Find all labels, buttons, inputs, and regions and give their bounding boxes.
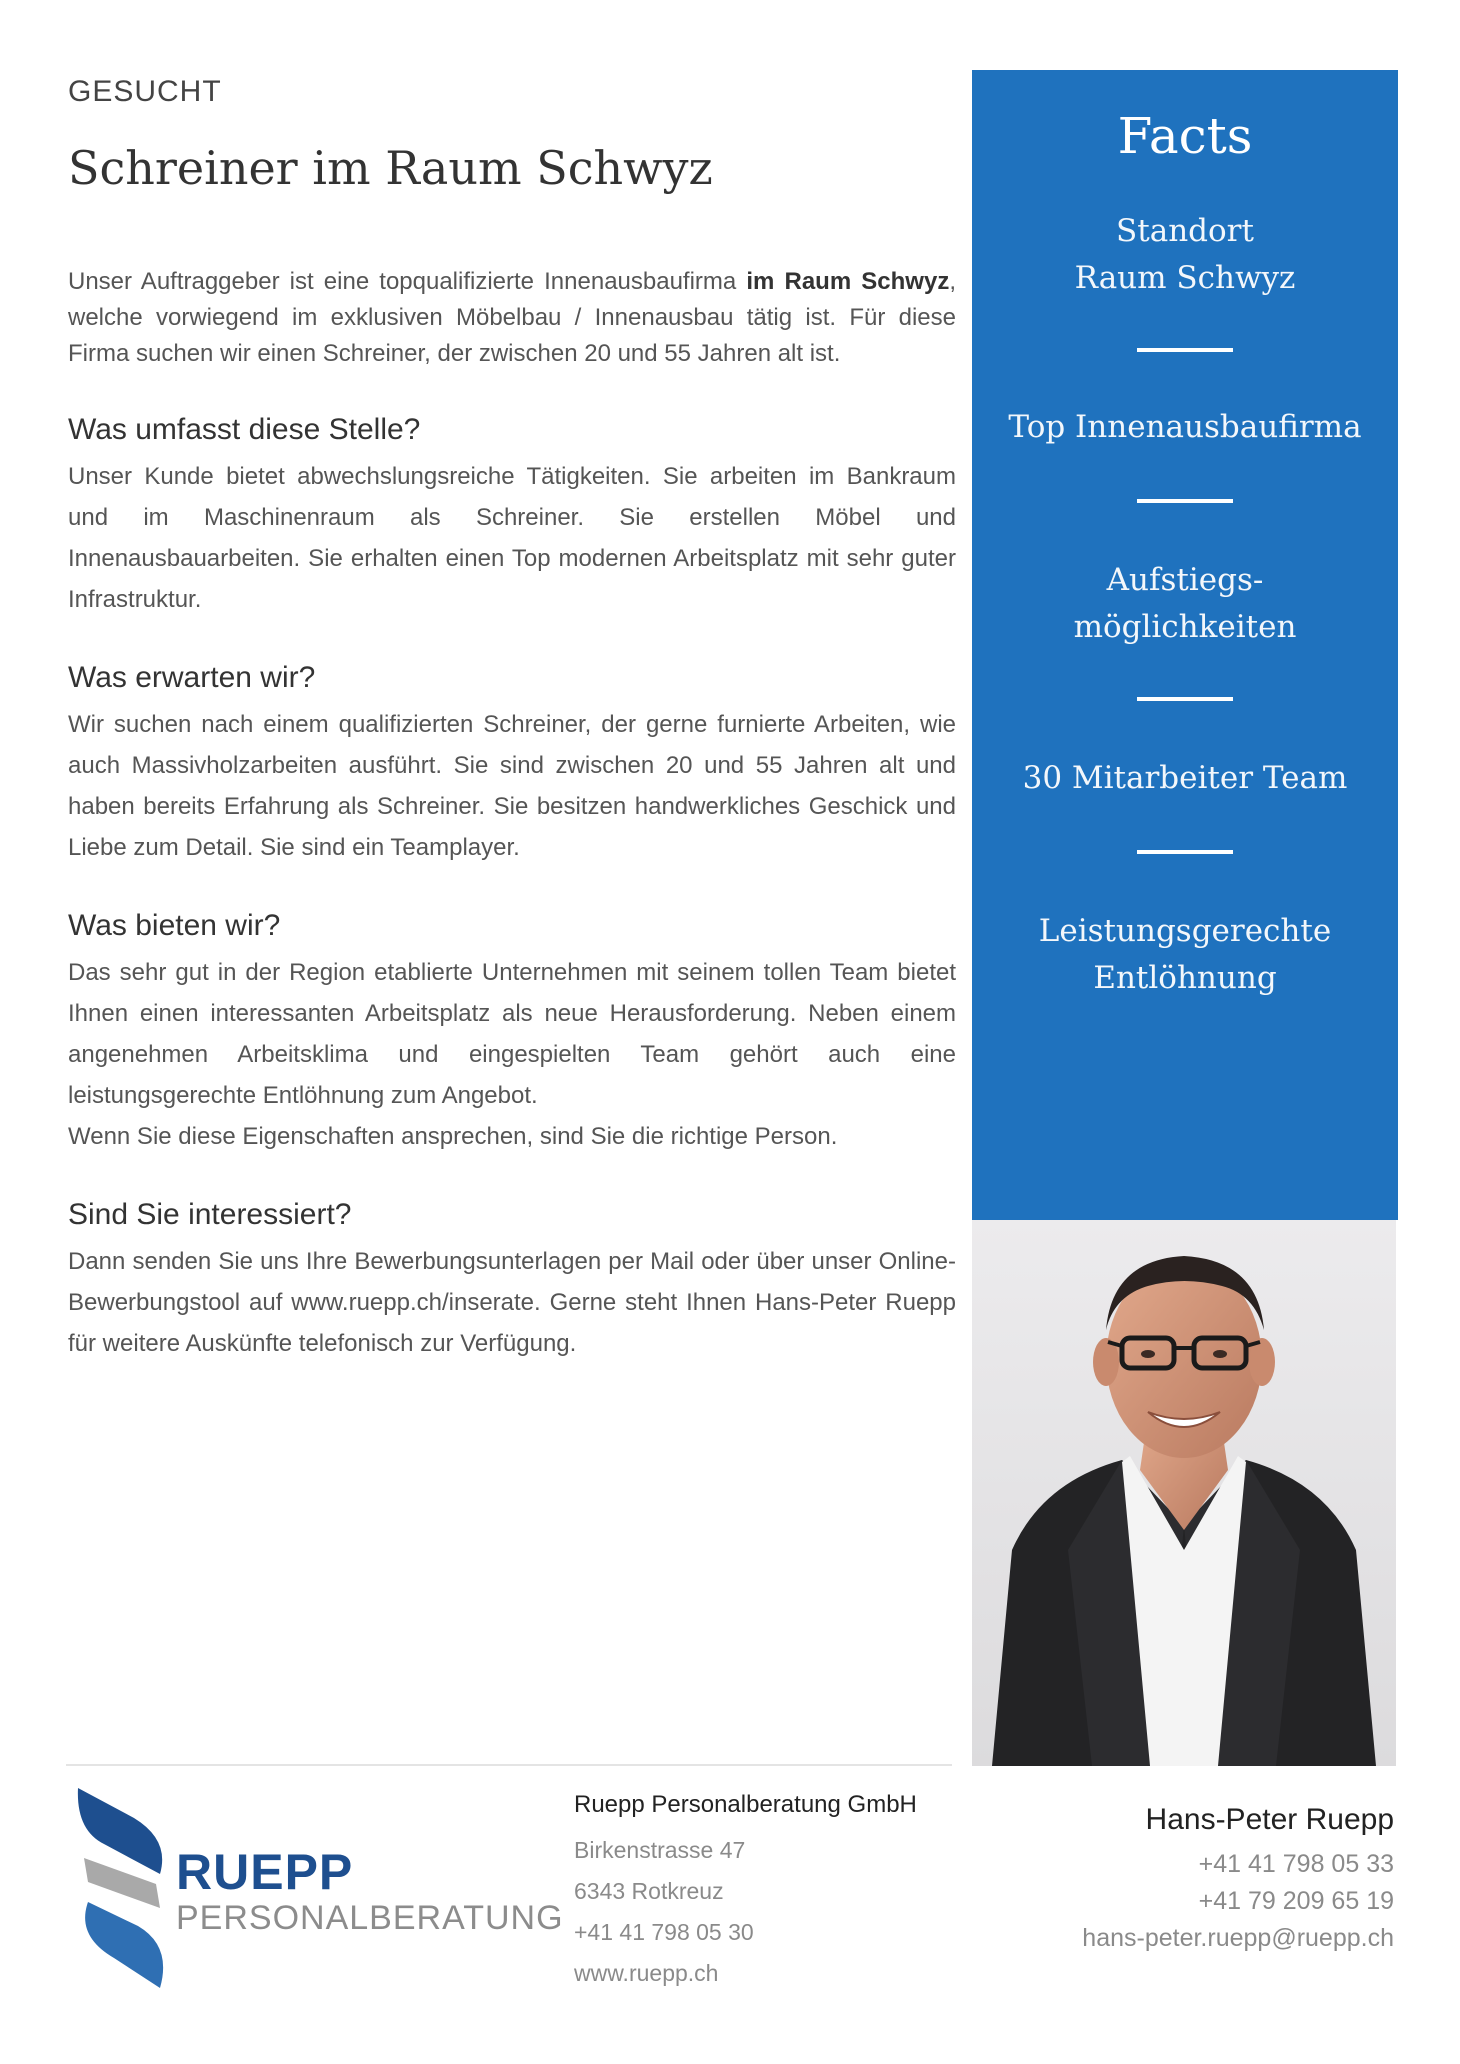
fact-team	[972, 755, 1398, 802]
company-logo	[74, 1788, 566, 1988]
section-paragraph: Dann senden Sie uns Ihre Bewerbungsunterlagen per Mail oder über unser Online-Bewerbungstool auf www.ruepp.ch/inserate. Gerne steht Ihnen Hans-Peter Ruepp für weitere Auskünfte telefonisch zur Verfügung.	[68, 1248, 956, 1357]
fact-divider	[1137, 697, 1233, 701]
section-paragraph: Wenn Sie diese Eigenschaften ansprechen, sind Sie die richtige Person.	[68, 1123, 838, 1150]
fact-divider	[1137, 850, 1233, 854]
fact-line: möglichkeiten	[1073, 609, 1297, 645]
job-title: Schreiner im Raum Schwyz	[68, 141, 713, 195]
fact-divider	[1137, 499, 1233, 503]
section-heading: Was erwarten wir?	[68, 661, 316, 694]
job-ad-content	[68, 72, 956, 1364]
section-paragraph: Das sehr gut in der Region etablierte Unternehmen mit seinem tollen Team bietet Ihnen einen interessanten Arbeitsplatz als neue Herausforderung. Neben einem angenehmen Arbeitsklima und eingespielten Team gehört auch eine leistungsgerechte Entlöhnung zum Angebot.	[68, 959, 956, 1109]
logo-mark-icon	[74, 1788, 174, 1988]
contact-phone-office: +41 41 798 05 33	[1198, 1850, 1394, 1878]
company-address	[574, 1788, 934, 1994]
section-paragraph: Wir suchen nach einem qualifizierten Schreiner, der gerne furnierte Arbeiten, wie auch Massivholzarbeiten ausführt. Sie sind zwischen 20 und 55 Jahren alt und haben bereits Erfahrung als Schreiner. Sie besitzen handwerkliches Geschick und Liebe zum Detail. Sie sind ein Teamplayer.	[68, 711, 956, 861]
section-heading: Sind Sie interessiert?	[68, 1198, 352, 1231]
contact-phone-mobile: +41 79 209 65 19	[1198, 1887, 1394, 1915]
fact-salary	[972, 908, 1398, 1002]
section-heading: Was umfasst diese Stelle?	[68, 413, 421, 446]
intro-location-bold: im Raum Schwyz	[746, 268, 950, 295]
contact-person-photo	[972, 1220, 1396, 1766]
fact-location	[972, 208, 1398, 302]
fact-line: Raum Schwyz	[1074, 260, 1296, 296]
company-website-link[interactable]: www.ruepp.ch	[574, 1960, 719, 1986]
company-street: Birkenstrasse 47	[574, 1837, 746, 1863]
section-expectations	[68, 658, 956, 868]
section-paragraph: Unser Kunde bietet abwechslungsreiche Tätigkeiten. Sie arbeiten im Bankraum und im Maschinenraum als Schreiner. Sie erstellen Möbel und Innenausbauarbeiten. Sie erhalten einen Top modernen Arbeitsplatz mit sehr guter Infrastruktur.	[68, 463, 956, 613]
contact-email-link[interactable]: hans-peter.ruepp@ruepp.ch	[1082, 1924, 1394, 1952]
contact-name: Hans-Peter Ruepp	[1145, 1803, 1394, 1836]
fact-line: Top Innenausbaufirma	[1008, 409, 1362, 445]
fact-line: Standort	[1116, 213, 1254, 249]
contact-person	[1082, 1800, 1394, 1957]
intro-paragraph	[68, 264, 956, 372]
fact-line: Entlöhnung	[1093, 960, 1277, 996]
section-role	[68, 410, 956, 620]
company-city: 6343 Rotkreuz	[574, 1878, 724, 1904]
facts-panel	[972, 70, 1398, 1220]
portrait-illustration	[972, 1220, 1396, 1766]
fact-line: Leistungsgerechte	[1038, 913, 1332, 949]
fact-career	[972, 557, 1398, 651]
kicker-label: GESUCHT	[68, 75, 222, 108]
facts-title: Facts	[1117, 107, 1253, 165]
intro-text-1: Unser Auftraggeber ist eine topqualifizierte Innenausbaufirma	[68, 268, 747, 295]
section-heading: Was bieten wir?	[68, 909, 281, 942]
section-apply	[68, 1195, 956, 1364]
fact-company	[972, 404, 1398, 451]
logo-wordmark-primary: RUEPP	[176, 1844, 354, 1900]
fact-divider	[1137, 348, 1233, 352]
intro-text-2: , welche vorwiegend im exklusiven Möbelbau / Innenausbau tätig ist. Für diese Firma suchen wir einen Schreiner, der zwischen 20 und 55 Jahren alt ist.	[68, 268, 956, 367]
fact-line: 30 Mitarbeiter Team	[1022, 760, 1348, 796]
logo-wordmark-secondary: PERSONALBERATUNG	[176, 1899, 564, 1937]
section-offer	[68, 906, 956, 1157]
fact-line: Aufstiegs-	[1106, 562, 1264, 598]
company-phone: +41 41 798 05 30	[574, 1919, 754, 1945]
footer-divider	[66, 1764, 952, 1766]
company-name: Ruepp Personalberatung GmbH	[574, 1791, 917, 1818]
